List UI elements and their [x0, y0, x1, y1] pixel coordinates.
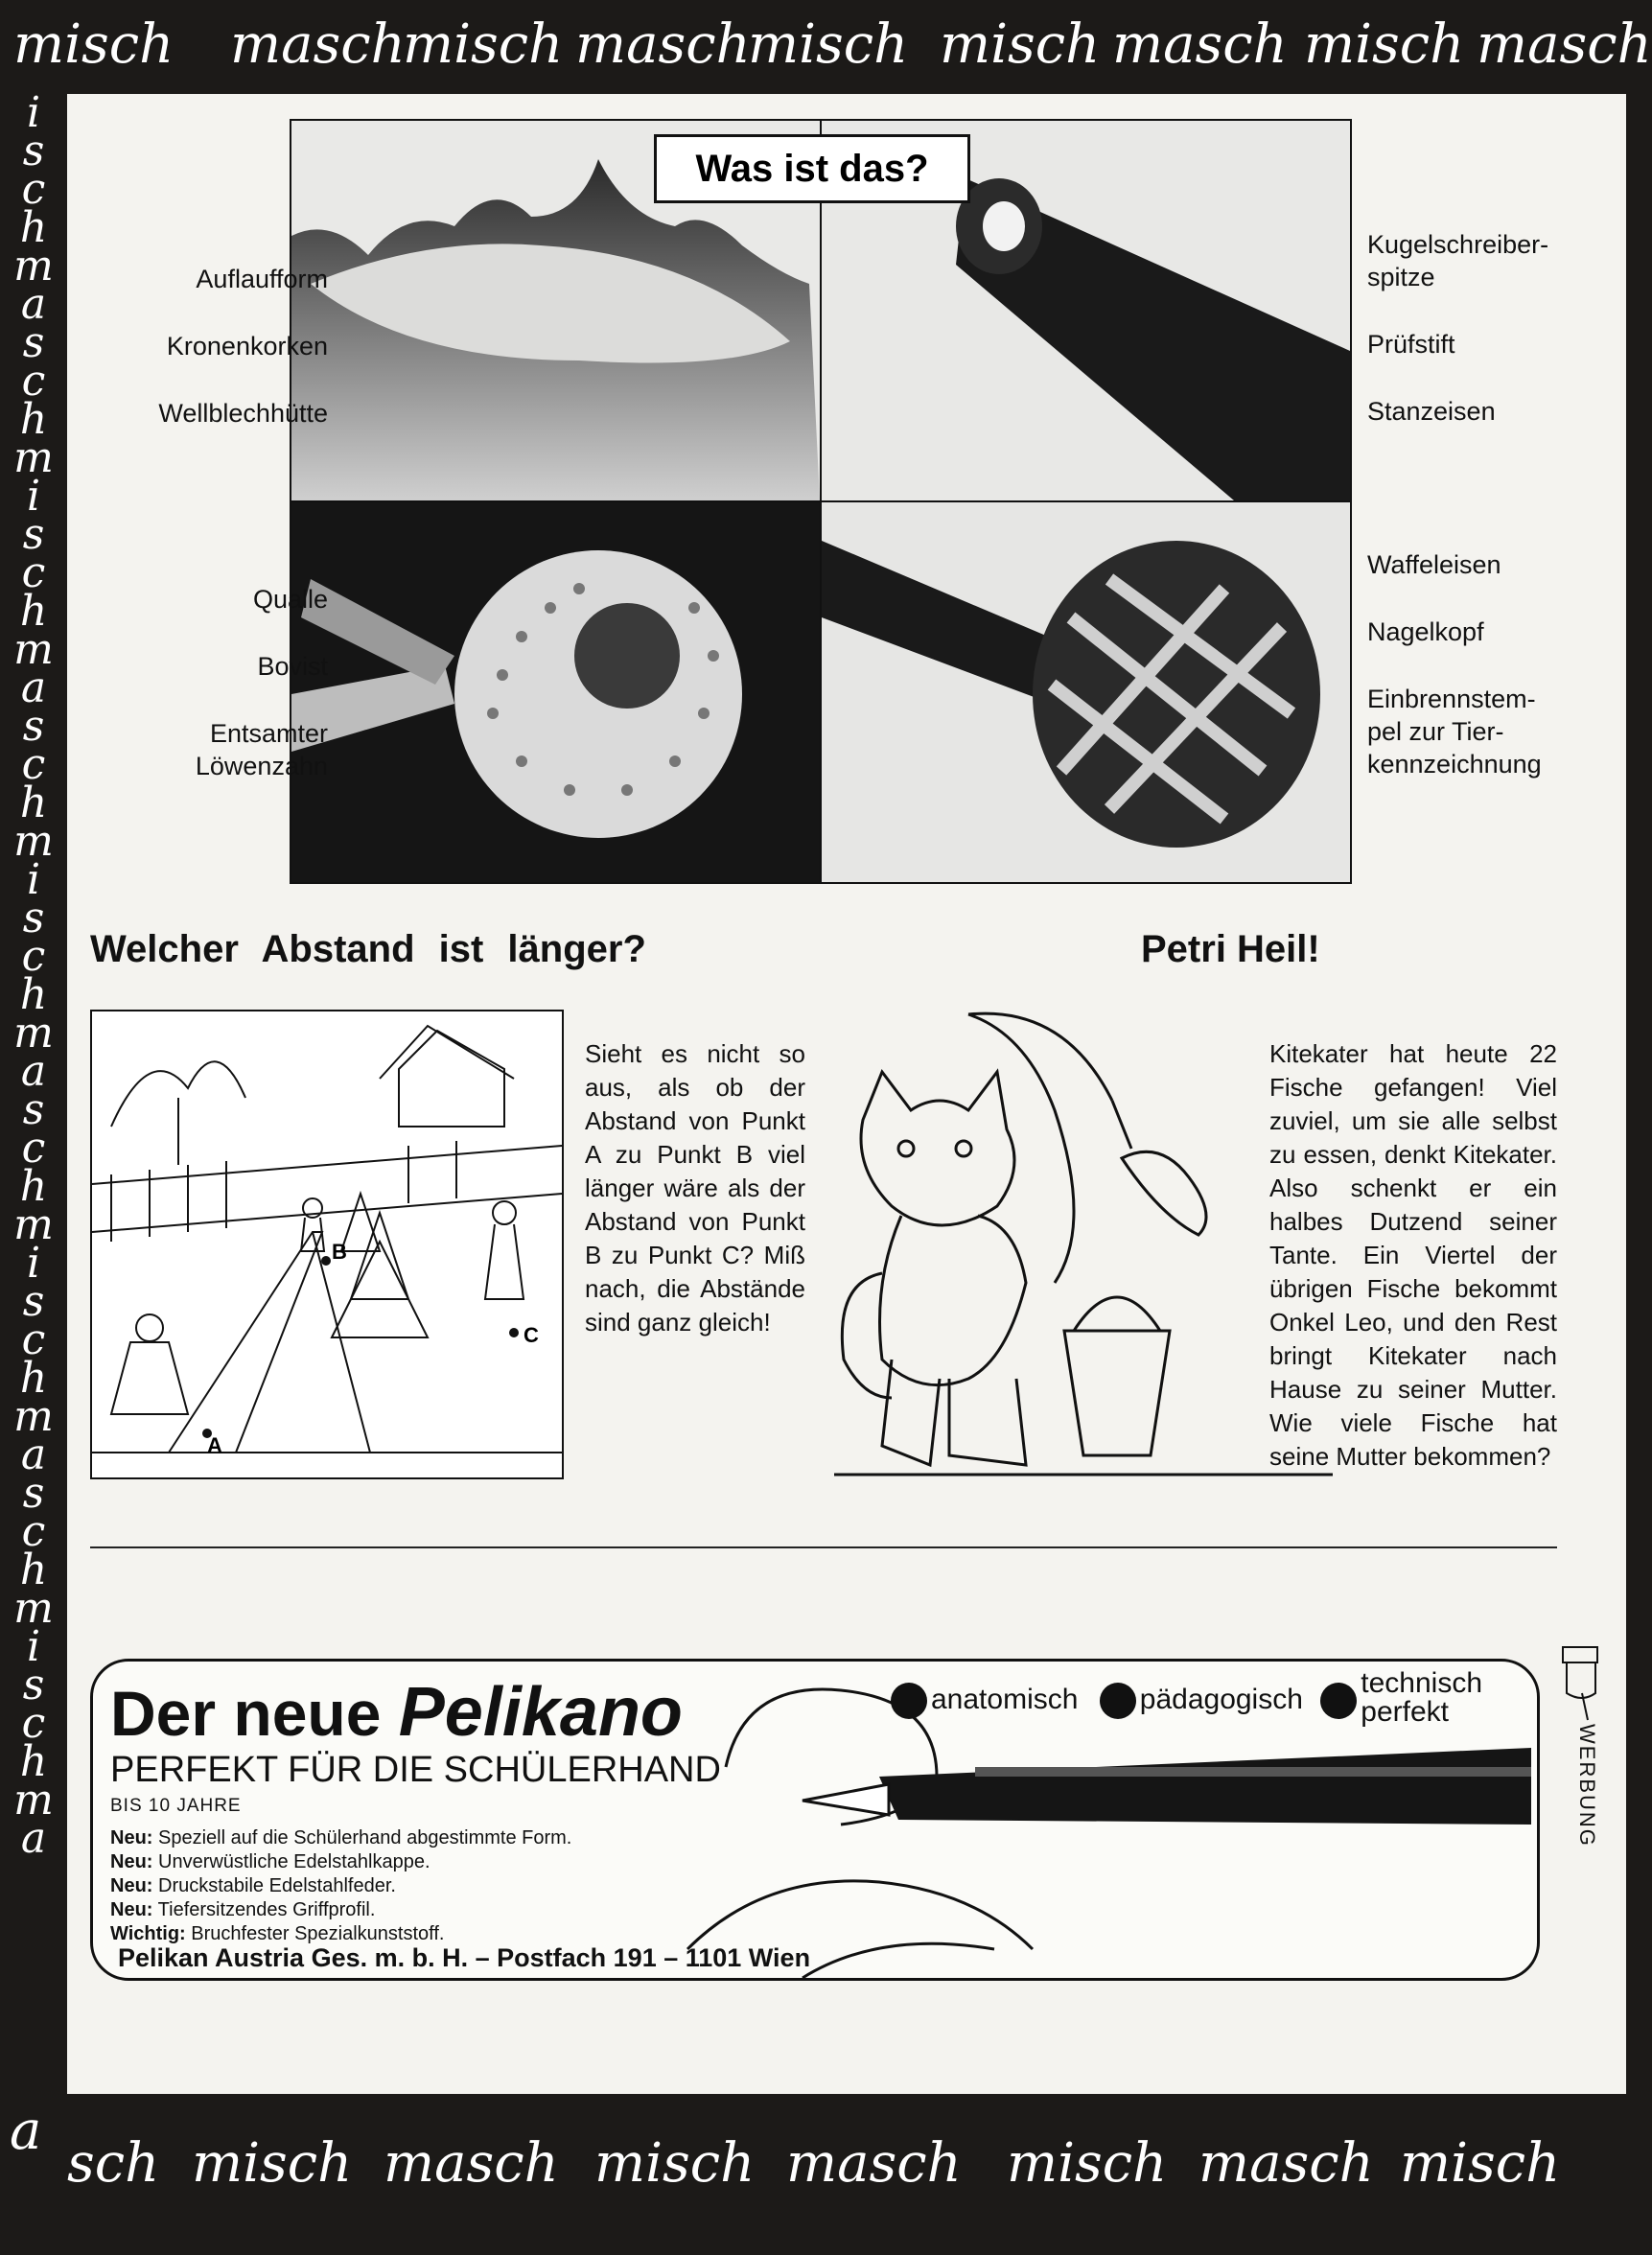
- band-word: misch: [940, 13, 1101, 76]
- option-text: Einbrennstem-: [1367, 685, 1536, 713]
- werbung-label: WERBUNG: [1575, 1724, 1599, 1848]
- distance-text: Sieht es nicht so aus, als ob der Abstand von Punkt A zu Punkt B viel länger wäre als der Abstand von Punkt B zu Punkt C? Miß nach, die Abstände sind ganz gleich!: [585, 1039, 805, 1337]
- quiz-title: Was ist das?: [654, 134, 970, 203]
- band-letter: s: [22, 1277, 45, 1326]
- ad-subtitle: PERFEKT FÜR DIE SCHÜLERHAND: [110, 1750, 721, 1790]
- band-word: misch: [748, 13, 909, 76]
- band-word: masch: [384, 2132, 559, 2195]
- band-word: misch: [1304, 13, 1465, 76]
- options-top-left: [158, 263, 328, 430]
- band-word: misch: [1007, 2132, 1168, 2195]
- band-letter: c: [21, 357, 46, 406]
- feature-label: Neu:: [110, 1851, 153, 1872]
- bullet-text: anatomisch: [931, 1683, 1079, 1715]
- option-text: Waffeleisen: [1367, 550, 1501, 579]
- option-text: Bovist: [257, 652, 328, 681]
- band-letter: m: [13, 1200, 54, 1249]
- option-text: Entsamter: [209, 719, 328, 748]
- ad-title-prefix: Der neue: [110, 1678, 382, 1749]
- ad-features: [110, 1826, 571, 1946]
- band-letter: m: [13, 433, 54, 482]
- band-letter: c: [21, 932, 46, 981]
- bullet-dot: [1320, 1683, 1357, 1719]
- band-letter: a: [20, 1430, 47, 1479]
- band-letter: i: [26, 1239, 41, 1288]
- option-text: Qualle: [252, 585, 328, 614]
- band-word: misch: [192, 2132, 353, 2195]
- cat-fishing-illustration: [834, 995, 1333, 1513]
- options-bottom-left: [196, 583, 328, 782]
- werbung-stamp: [1553, 1645, 1611, 1856]
- bullet-text: perfekt: [1361, 1696, 1449, 1728]
- band-letter: m: [13, 1392, 54, 1441]
- band-letter: c: [21, 1507, 46, 1556]
- photo-dandelion: [291, 502, 820, 882]
- band-letter: h: [19, 587, 48, 636]
- option-text: pel zur Tier-: [1367, 717, 1504, 746]
- band-letter: a: [20, 1047, 47, 1096]
- options-bottom-right: [1367, 548, 1542, 780]
- band-letter: h: [19, 1546, 48, 1594]
- band-letter: s: [22, 1085, 45, 1134]
- feature-line: [110, 1826, 571, 1850]
- quiz-photo-grid: [290, 119, 1352, 884]
- point-label-c: C: [524, 1323, 539, 1347]
- band-word: a: [10, 2100, 42, 2162]
- band-letter: s: [22, 1661, 45, 1709]
- footer-band: [0, 2094, 1626, 2255]
- distance-illustration: [90, 1010, 564, 1479]
- point-label-a: A: [207, 1433, 222, 1457]
- band-letter: c: [21, 548, 46, 597]
- band-letter: a: [20, 663, 47, 712]
- ad-bullets: [891, 1667, 1483, 1740]
- band-letter: h: [19, 203, 48, 252]
- band-letter: i: [26, 855, 41, 904]
- feature-line: [110, 1850, 571, 1874]
- band-letter: m: [13, 242, 54, 291]
- band-letter: h: [19, 1354, 48, 1403]
- feature-text: Tiefersitzendes Griffprofil.: [157, 1899, 376, 1920]
- feature-text: Druckstabile Edelstahlfeder.: [158, 1875, 396, 1896]
- band-letter: h: [19, 779, 48, 827]
- band-word: masch: [230, 13, 406, 76]
- point-label-b: B: [332, 1240, 347, 1264]
- ad-address: Pelikan Austria Ges. m. b. H. – Postfach 191 – 1101 Wien: [118, 1943, 811, 1972]
- pointing-hand-icon: [1553, 1645, 1611, 1722]
- band-letter: h: [19, 395, 48, 444]
- band-letter: s: [22, 702, 45, 751]
- option-text: Prüfstift: [1367, 330, 1455, 359]
- feature-text: Speziell auf die Schülerhand abgestimmte Form.: [158, 1827, 572, 1848]
- fishing-heading: Petri Heil!: [1141, 928, 1320, 970]
- band-letter: i: [26, 472, 41, 521]
- option-text: spitze: [1367, 263, 1435, 291]
- fishing-text: Kitekater hat heute 22 Fische gefangen! Viel zuviel, um sie alle selbst zu essen, denkt Kitekater. Also schenkt er ein halbes Dutzend seiner Tante. Ein Viertel der übrigen Fische bekommt Onkel Leo, und den Rest bringt Kitekater nach Hause zu seiner Mutter. Wie viele Fische hat seine Mutter bekommen?: [1269, 1039, 1557, 1471]
- feature-line: [110, 1874, 571, 1898]
- feature-label: Neu:: [110, 1899, 153, 1920]
- band-word: masch: [1198, 2132, 1374, 2195]
- photo-branding-iron: [822, 502, 1350, 882]
- band-letter: i: [26, 88, 41, 137]
- band-letter: h: [19, 970, 48, 1019]
- section-divider: [90, 1546, 1557, 1548]
- option-text: Kugelschreiber-: [1367, 230, 1549, 259]
- band-letter: s: [22, 127, 45, 175]
- band-letter: s: [22, 894, 45, 942]
- band-letter: c: [21, 1699, 46, 1748]
- distance-heading: Welcher Abstand ist länger?: [90, 928, 646, 970]
- magazine-page: [67, 94, 1626, 2094]
- band-word: masch: [786, 2132, 962, 2195]
- option-text: Nagelkopf: [1367, 617, 1484, 646]
- band-letter: m: [13, 817, 54, 866]
- option-text: Löwenzahn: [195, 752, 328, 780]
- ad-age: BIS 10 JAHRE: [110, 1796, 242, 1816]
- feature-label: Neu:: [110, 1875, 153, 1896]
- bullet-text: pädagogisch: [1139, 1683, 1303, 1715]
- band-letter: a: [20, 1814, 47, 1863]
- option-text: kennzeichnung: [1367, 750, 1542, 779]
- band-word: masch: [1477, 13, 1652, 76]
- band-letter: c: [21, 1124, 46, 1173]
- bullet-dot: [1100, 1683, 1136, 1719]
- band-letter: c: [21, 1315, 46, 1364]
- feature-label: Neu:: [110, 1827, 153, 1848]
- band-letter: h: [19, 1737, 48, 1786]
- band-letter: s: [22, 318, 45, 367]
- header-band: [0, 0, 1652, 94]
- band-word: misch: [1400, 2132, 1561, 2195]
- band-letter: s: [22, 1469, 45, 1518]
- band-letter: s: [22, 510, 45, 559]
- option-text: Wellblechhütte: [158, 399, 328, 428]
- band-word: sch: [67, 2132, 160, 2195]
- left-band: [0, 88, 67, 2094]
- band-letter: c: [21, 165, 46, 214]
- band-word: misch: [403, 13, 564, 76]
- feature-line: [110, 1898, 571, 1922]
- band-word: masch: [575, 13, 751, 76]
- band-letter: c: [21, 740, 46, 789]
- band-word: misch: [13, 13, 175, 76]
- band-letter: h: [19, 1162, 48, 1211]
- feature-text: Unverwüstliche Edelstahlkappe.: [158, 1851, 430, 1872]
- pelikano-advertisement: [90, 1659, 1540, 1981]
- bullet-dot: [891, 1683, 927, 1719]
- feature-text: Bruchfester Spezialkunststoff.: [191, 1923, 445, 1944]
- option-text: Stanzeisen: [1367, 397, 1496, 426]
- option-text: Kronenkorken: [166, 332, 328, 360]
- band-word: masch: [1112, 13, 1288, 76]
- feature-label: Wichtig:: [110, 1923, 186, 1944]
- options-top-right: [1367, 228, 1548, 428]
- band-letter: i: [26, 1622, 41, 1671]
- band-letter: m: [13, 1009, 54, 1058]
- band-letter: m: [13, 1584, 54, 1633]
- brand-name: Pelikano: [398, 1674, 683, 1751]
- band-letter: m: [13, 625, 54, 674]
- band-word: misch: [594, 2132, 756, 2195]
- bullet-text: technisch: [1361, 1667, 1483, 1699]
- band-letter: m: [13, 1776, 54, 1825]
- bullet-text-stack: [1361, 1669, 1482, 1727]
- option-text: Auflaufform: [196, 265, 328, 293]
- band-letter: a: [20, 280, 47, 329]
- ad-title: [110, 1673, 683, 1752]
